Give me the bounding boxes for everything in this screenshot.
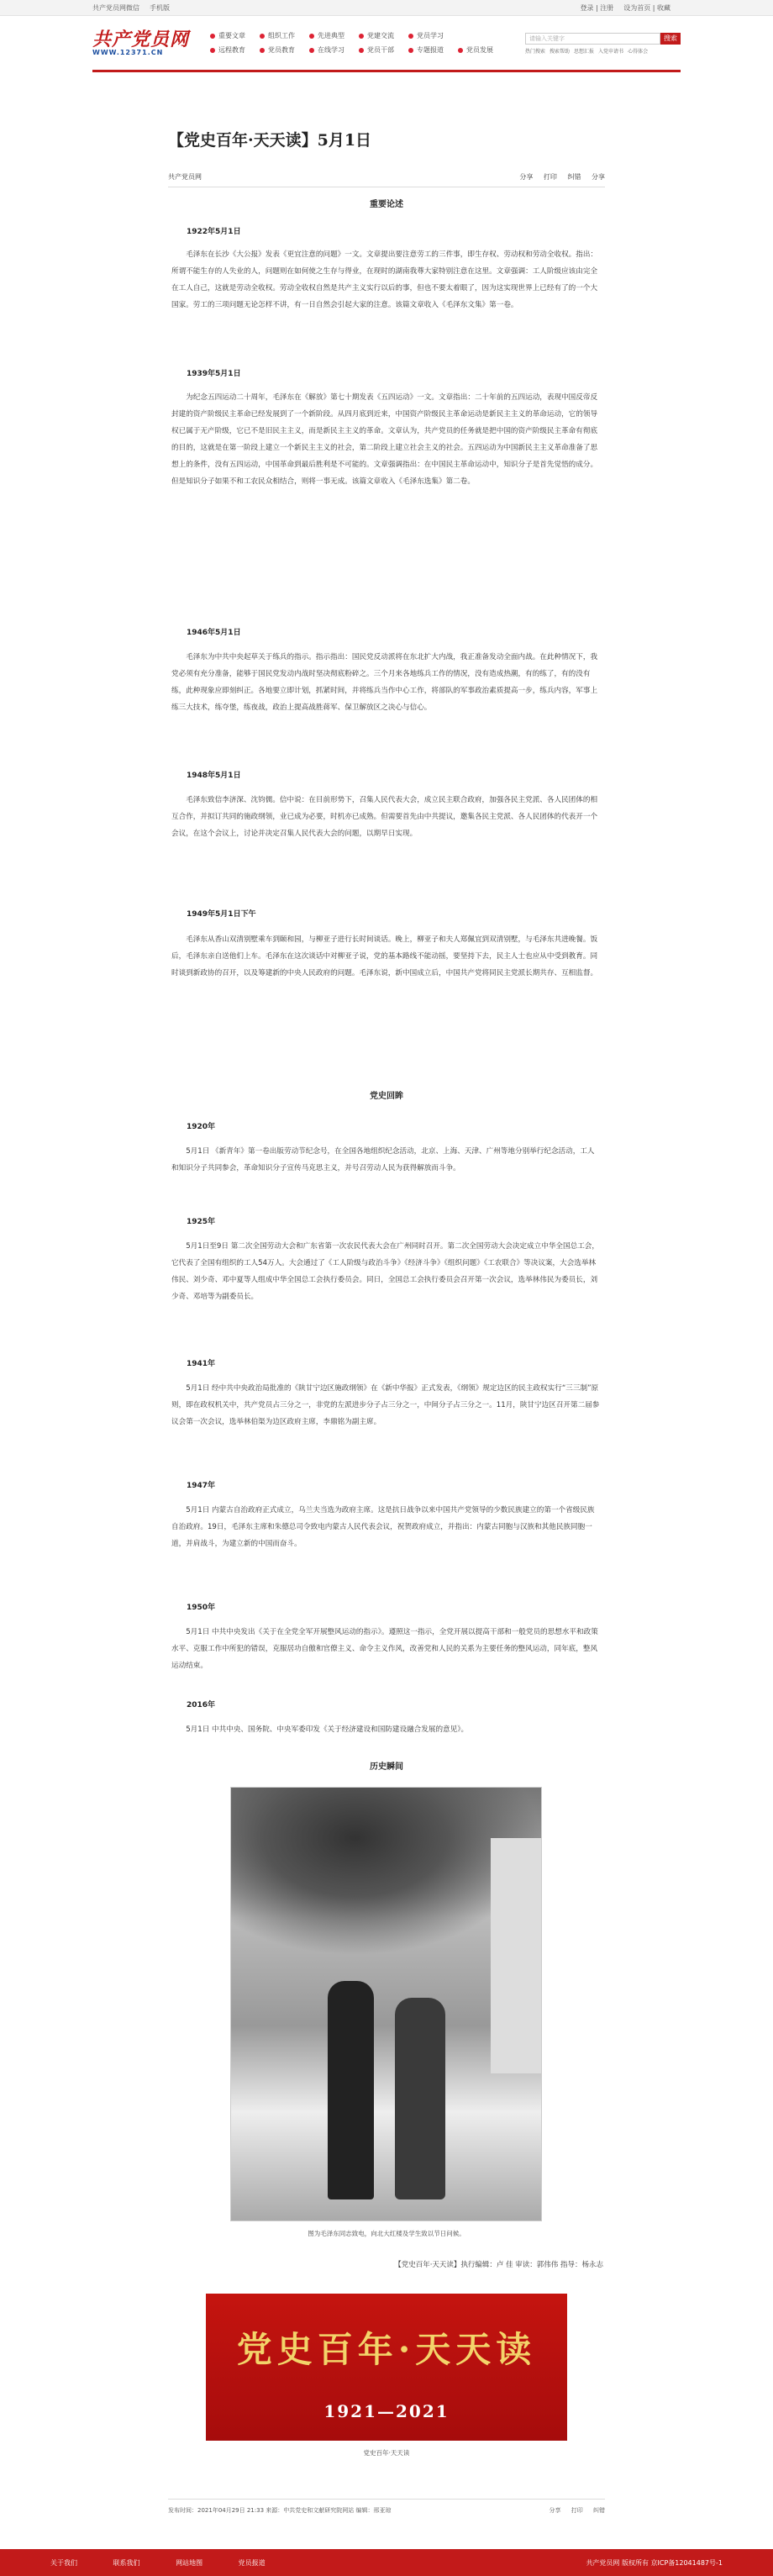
nav-dot-icon xyxy=(260,34,265,39)
nav-dot-icon xyxy=(309,34,314,39)
login-link[interactable]: 登录 | 注册 xyxy=(580,3,614,12)
footer-tools xyxy=(541,2506,605,2515)
nav-item[interactable]: 专题报道 xyxy=(408,45,458,55)
nav-dot-icon xyxy=(408,48,413,53)
main-nav xyxy=(210,31,507,55)
entry-text: 毛泽东在长沙《大公报》发表《更宜注意的问题》一文。文章提出要注意劳工的三件事，即生存权、劳动权和劳动全收权。指出：所谓不能生存的人失业的人，问题则在如何使之生存与得业，在现时的湖南我尊大家特别注意在这里。文章强调：工人阶级应该由完全在工人自己，这就是劳动全收权。劳动全收权自然是共产主义实行以后的事，但也不要太着眼了，因为这实现世界上已经有了的一个大国家。劳工的三项问题无论怎样不讲，有一日自然会引起大家的注意。该篇文章收入《毛泽东文集》第一卷。 xyxy=(171,250,598,309)
entry-text: 5月1日至9日 第二次全国劳动大会和广东省第一次农民代表大会在广州同时召开。第二次全国劳动大会决定成立中华全国总工会，它代表了全国有组织的工人54万人。大会通过了《工人阶级与政治斗争》《经济斗争》《组织问题》《工农联合》等决议案，大会选举林伟民、刘少奇、邓中夏等人组成中华全国总工会执行委员会。同日，全国总工会执行委员会召开第一次会议，选举林伟民为委员长，刘少奇、邓培等为副委员长。 xyxy=(171,1242,599,1301)
nav-item[interactable]: 先进典型 xyxy=(309,31,359,40)
nav-item[interactable]: 党员教育 xyxy=(260,45,309,55)
homepage-link[interactable]: 设为首页 | 收藏 xyxy=(623,3,670,12)
entry-text: 5月1日 内蒙古自治政府正式成立，乌兰夫当选为政府主席。这是抗日战争以来中国共产党领导的少数民族建立的第一个省级民族自治政府。19日，毛泽东主席和朱德总司令致电内蒙古人民代表会议，祝贺政府成立，并指出：内蒙古同胞与汉族和其他民族同胞一道，并肩战斗，为建立新的中国而奋斗。 xyxy=(171,1506,595,1548)
search-button[interactable]: 搜索 xyxy=(660,33,681,45)
correct-button[interactable]: 纠错 xyxy=(567,173,581,181)
entry-text: 为纪念五四运动二十周年，毛泽东在《解放》第七十期发表《五四运动》一文。文章指出：二十年前的五四运动，表现中国反帝反封建的资产阶级民主革命已经发展到了一个新阶段。从四月底到近来，中国资产阶级民主革命运动是新民主主义的革命运动，它的领导权已属于无产阶级，它已不是旧民主主义，而是新民主主义的革命。文章认为，共产党员的任务就是把中国的资产阶级民主革命有彻底的目的，这就是在第一阶段上建立一个新民主主义的社会，第二阶段上建立社会主义的社会。五四运动为中国新民主主义革命准备了思想上的条件，没有五四运动，中国革命到最后胜利是不可能的。文章强调指出：在中国民主革命运动中，知识分子是首先觉悟的成分。但是知识分子如果不和工农民众相结合，则将一事无成。该篇文章收入《毛泽东选集》第二卷。 xyxy=(171,393,598,486)
section-heading: 历史瞬间 xyxy=(370,1762,403,1772)
share-button[interactable]: 分享 xyxy=(549,2507,561,2514)
entry-date: 2016年 xyxy=(187,1701,216,1709)
editor-line: 【党史百年·天天读】执行编辑：卢 佳 审读：郭伟伟 指导：杨永志 xyxy=(394,2261,603,2269)
header-divider xyxy=(92,70,681,72)
article-source: 共产党员网 xyxy=(168,173,202,181)
article xyxy=(168,128,605,187)
footer-links xyxy=(50,2558,299,2568)
nav-dot-icon xyxy=(260,48,265,53)
nav-item[interactable]: 组织工作 xyxy=(260,31,309,40)
entry-text: 毛泽东致信李济深、沈钧儒。信中说：在目前形势下，召集人民代表大会，成立民主联合政府，加强各民主党派、各人民团体的相互合作，并拟订共同的施政纲领，业已成为必要，时机亦已成熟。但需要首先由中共提议，邀集各民主党派、各人民团体的代表开一个会议，在这个会议上，讨论并决定召集人民代表大会的问题，以期早日实现。 xyxy=(171,796,598,838)
article-meta xyxy=(168,172,605,187)
entry-text: 5月1日 中共中央发出《关于在全党全军开展整风运动的指示》。遵照这一指示，全党开展以提高干部和一般党员的思想水平和政策水平、克服工作中所犯的错误，克服居功自傲和官僚主义、命令主义作风，改善党和人民的关系为主要任务的整风运动，同年底，整风运动结束。 xyxy=(171,1628,598,1670)
footer-link[interactable]: 联系我们 xyxy=(113,2558,140,2567)
section-heading: 重要论述 xyxy=(370,200,403,209)
nav-item[interactable]: 远程教育 xyxy=(210,45,260,55)
banner-years: 1921—2021 xyxy=(323,2401,450,2421)
nav-dot-icon xyxy=(359,34,364,39)
nav-dot-icon xyxy=(408,34,413,39)
footer-link[interactable]: 网站地图 xyxy=(176,2558,203,2567)
entry-date: 1941年 xyxy=(187,1360,216,1368)
article-footer-meta xyxy=(168,2499,605,2515)
banner-caption: 党史百年·天天读 xyxy=(363,2449,410,2457)
entry-date: 1920年 xyxy=(187,1123,216,1131)
entry-date: 1948年5月1日 xyxy=(187,772,241,780)
section-heading: 党史回眸 xyxy=(370,1092,403,1101)
top-bar xyxy=(0,0,773,16)
nav-item[interactable] xyxy=(458,31,507,40)
site-footer xyxy=(0,2549,773,2576)
historical-photo xyxy=(230,1787,542,2221)
site-header xyxy=(92,16,681,70)
nav-dot-icon xyxy=(359,48,364,53)
entry-date: 1950年 xyxy=(187,1604,216,1612)
publish-info: 发布时间：2021年04月29日 21:33 来源：中共党史和文献研究院网站 编辑：邢亚琼 xyxy=(168,2507,392,2514)
entry-date: 1946年5月1日 xyxy=(187,629,241,637)
footer-link[interactable]: 党员报道 xyxy=(238,2558,266,2567)
footer-copyright: 共产党员网 版权所有 京ICP备12041487号-1 xyxy=(586,2558,723,2567)
footer-link[interactable]: 关于我们 xyxy=(50,2558,77,2567)
search-area xyxy=(525,33,681,55)
nav-item[interactable]: 在线学习 xyxy=(309,45,359,55)
nav-dot-icon xyxy=(458,48,463,53)
nav-item[interactable]: 党员发展 xyxy=(458,45,507,55)
photo-caption: 图为毛泽东同志致电，向北大红楼及学生致以节日问候。 xyxy=(308,2230,465,2237)
entry-date: 1947年 xyxy=(187,1482,216,1490)
nav-dot-icon xyxy=(210,34,215,39)
entry-date: 1925年 xyxy=(187,1218,216,1226)
nav-item[interactable]: 党建交流 xyxy=(359,31,408,40)
banner-title: 党史百年·天天读 xyxy=(236,2329,537,2370)
series-banner xyxy=(206,2294,567,2441)
print-button[interactable]: 打印 xyxy=(543,173,557,181)
site-logo[interactable] xyxy=(92,30,202,56)
entry-text: 5月1日 经中共中央政治局批准的《陕甘宁边区施政纲领》在《新中华报》正式发表，《纲领》规定边区的民主政权实行“三三制”原则，即在政权机关中，共产党员占三分之一，非党的左派进步分子占三分之一，中间分子占三分之一。11月，陕甘宁边区召开第二届参议会第一次会议，选举林伯渠为边区政府主席，李鼎铭为副主席。 xyxy=(171,1384,600,1426)
logo-title: 共产党员网 xyxy=(92,28,190,50)
nav-item[interactable]: 党员学习 xyxy=(408,31,458,40)
entry-date: 1922年5月1日 xyxy=(187,228,241,236)
nav-item[interactable]: 重要文章 xyxy=(210,31,260,40)
wechat-link[interactable]: 共产党员网微信 xyxy=(92,3,139,12)
logo-url: WWW.12371.CN xyxy=(92,48,164,56)
article-tools xyxy=(511,172,605,182)
search-hot-links: 热门搜索 搜索帮助 思想汇报 入党申请书 心得体会 xyxy=(525,49,649,55)
share-button[interactable]: 分享 xyxy=(519,173,534,181)
mobile-link[interactable]: 手机版 xyxy=(150,3,170,12)
print-button[interactable]: 打印 xyxy=(571,2507,583,2514)
correct-button[interactable]: 纠错 xyxy=(593,2507,605,2514)
entry-text: 5月1日 中共中央、国务院、中央军委印发《关于经济建设和国防建设融合发展的意见》。 xyxy=(186,1725,469,1734)
nav-dot-icon xyxy=(309,48,314,53)
search-input[interactable]: 请输入关键字 xyxy=(525,33,660,45)
entry-text: 毛泽东为中共中央起草关于练兵的指示。指示指出：国民党反动派将在东北扩大内战，我正准备发动全面内战。在此种情况下，我党必须有充分准备，能够于国民党发动内战时坚决彻底粉碎之。三个月来各地练兵工作的情况，没有造成热潮，有的练了，有的没有练，此种现象应即刻纠正。各地要立即计划，抓紧时间，并将练兵当作中心工作，将部队的军事政治素质提高一步，练兵内容，军事上练三大技术，练夺堡，练夜战，政治上提高战胜蒋军、保卫解放区之决心与信心。 xyxy=(171,653,598,712)
share-button-2[interactable]: 分享 xyxy=(592,173,605,181)
entry-date: 1939年5月1日 xyxy=(187,370,241,378)
article-title: 【党史百年·天天读】5月1日 xyxy=(168,131,372,150)
entry-date: 1949年5月1日下午 xyxy=(187,910,256,919)
entry-text: 5月1日 《新青年》第一卷出版劳动节纪念号，在全国各地组织纪念活动，北京、上海、天津、广州等地分别举行纪念活动，工人和知识分子共同参会，革命知识分子宣传马克思主义，并号召劳动人民为获得解放而斗争。 xyxy=(171,1147,595,1172)
entry-text: 毛泽东从香山双清别墅乘车到颐和园，与柳亚子进行长时间谈话。晚上，柳亚子和夫人郑佩宜到双清别墅，与毛泽东共进晚餐。饭后，毛泽东亲自送他们上车。毛泽东在这次谈话中对柳亚子说，党的基本路线不能动摇，要坚持下去，民主人士也应从中受到教育。同时谈到新政协的召开，以及筹建新的中央人民政府的问题。毛泽东说，新中国成立后，中国共产党将同民主党派长期共存、互相监督。 xyxy=(171,935,598,977)
nav-dot-icon xyxy=(210,48,215,53)
nav-item[interactable]: 党员干部 xyxy=(359,45,408,55)
